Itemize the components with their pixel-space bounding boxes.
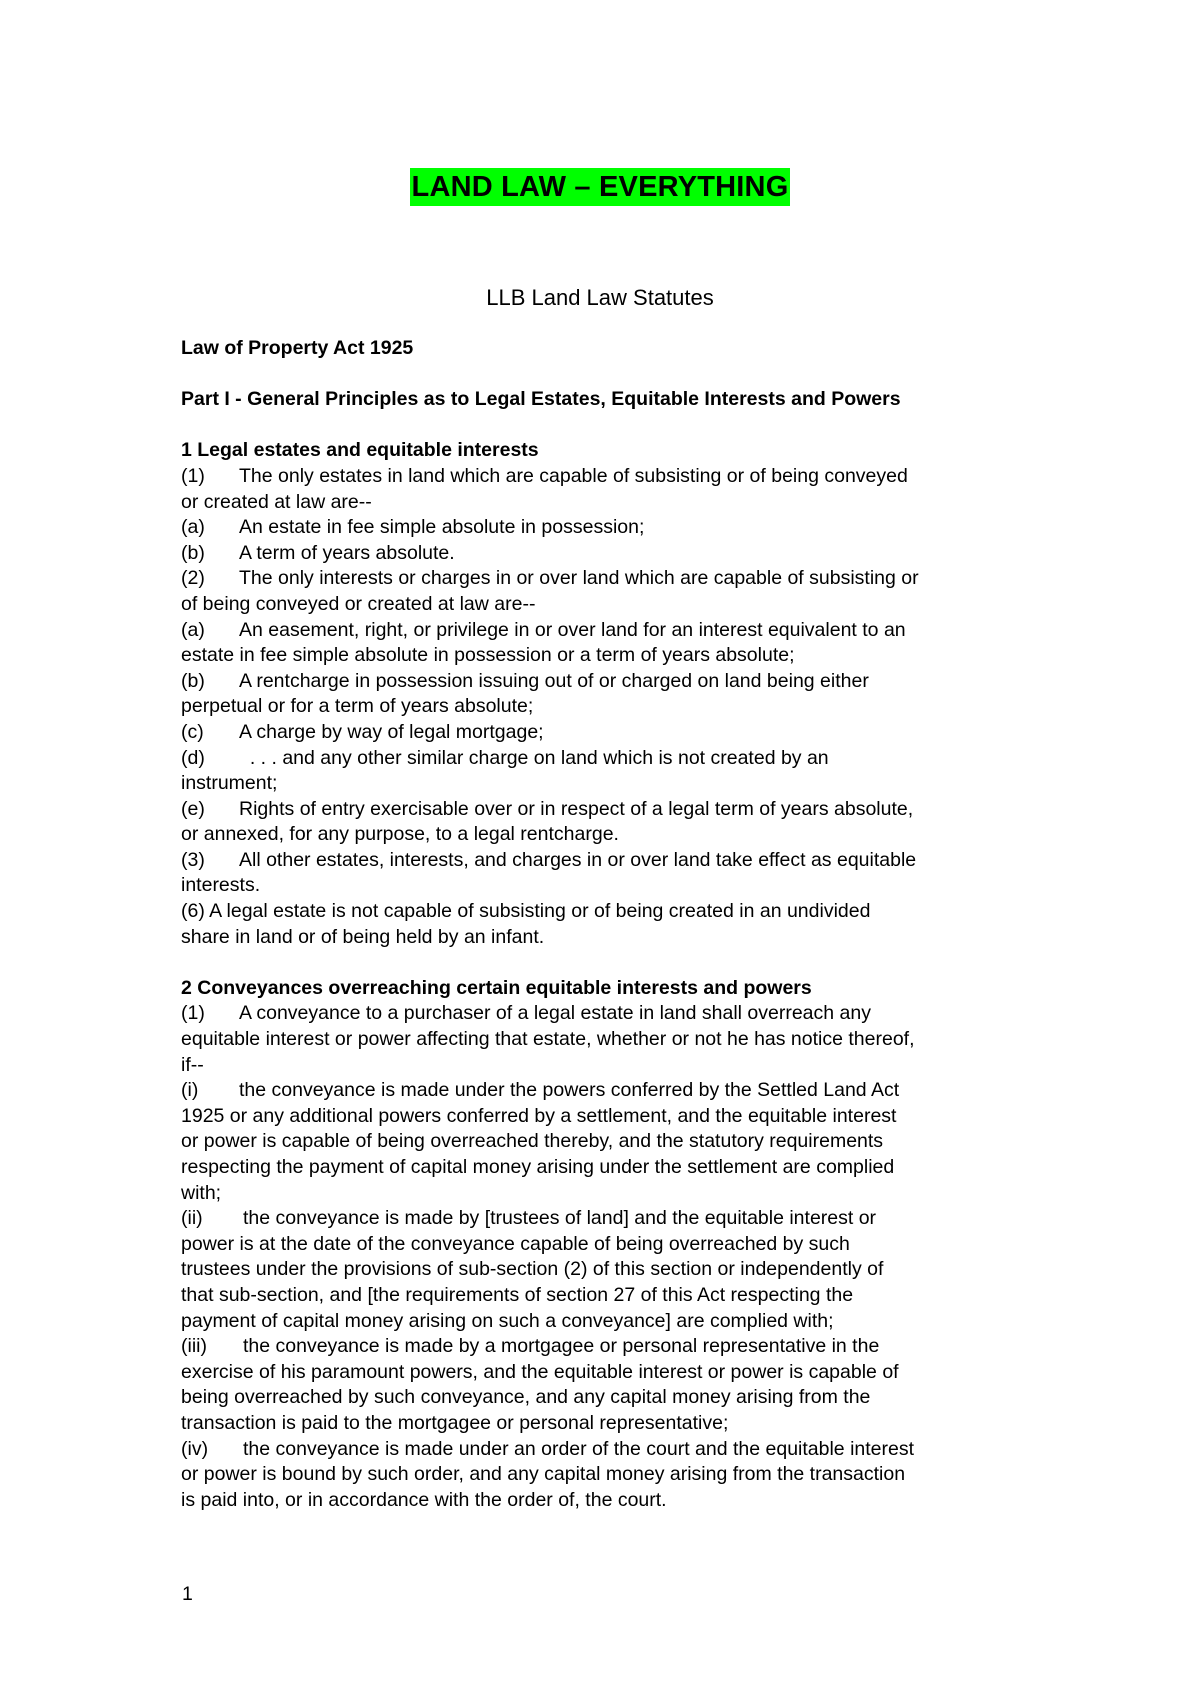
act-title: Law of Property Act 1925 — [181, 337, 414, 359]
text-line — [181, 1411, 1021, 1437]
clause-marker: (a) — [181, 618, 205, 641]
text-line — [181, 822, 1021, 848]
text-line — [181, 1078, 1021, 1104]
document-title: LAND LAW – EVERYTHING — [410, 168, 791, 206]
clause-text: power is at the date of the conveyance capable of being overreached by such — [181, 1232, 850, 1255]
clause-text: with; — [181, 1181, 222, 1204]
clause-text: perpetual or for a term of years absolute; — [181, 695, 534, 718]
text-line — [181, 1334, 1021, 1360]
text-line — [181, 1257, 1021, 1283]
text-line — [181, 797, 1021, 823]
clause-text: respecting the payment of capital money arising under the settlement are complied — [181, 1156, 895, 1178]
clause-text: the conveyance is made by [trustees of land] and the equitable interest or — [243, 1207, 877, 1230]
clause-text: Rights of entry exercisable over or in respect of a legal term of years absolute, — [239, 797, 914, 820]
text-line — [181, 1283, 1021, 1309]
clause-text: share in land or of being held by an infant. — [181, 925, 545, 948]
clause-text: interests. — [181, 874, 261, 897]
text-line — [181, 873, 1021, 899]
text-line — [181, 1360, 1021, 1386]
text-line — [181, 1437, 1021, 1463]
spacer — [181, 950, 1021, 976]
text-line — [181, 1462, 1021, 1488]
clause-text: The only interests or charges in or over land which are capable of subsisting or — [239, 567, 919, 590]
clause-text: The only estates in land which are capable of subsisting or of being conveyed — [239, 464, 908, 487]
clause-text: A rentcharge in possession issuing out of or charged on land being either — [239, 669, 869, 692]
clause-marker: (b) — [181, 669, 205, 692]
clause-marker: (e) — [181, 797, 205, 820]
text-line — [181, 1027, 1021, 1053]
text-line — [181, 618, 1021, 644]
spacer — [181, 362, 1021, 388]
clause-text: (6) A legal estate is not capable of subsisting or of being created in an undivided — [181, 900, 871, 923]
clause-marker: (d) — [181, 746, 205, 769]
clause-marker: (b) — [181, 541, 205, 564]
document-subtitle: LLB Land Law Statutes — [486, 285, 714, 310]
clause-text: estate in fee simple absolute in possession or a term of years absolute; — [181, 644, 795, 667]
text-line — [181, 464, 1021, 490]
clause-text: the conveyance is made by a mortgagee or personal representative in the — [243, 1335, 880, 1358]
clause-text: trustees under the provisions of sub-section (2) of this section or independently of — [181, 1258, 884, 1281]
clause-text: or annexed, for any purpose, to a legal rentcharge. — [181, 823, 619, 846]
section-2-body — [181, 1001, 1021, 1513]
clause-text: 1925 or any additional powers conferred by a settlement, and the equitable interest — [181, 1104, 897, 1127]
clause-marker: (2) — [181, 567, 205, 590]
section-1-body — [181, 464, 1021, 950]
clause-marker: (3) — [181, 848, 205, 871]
clause-text: if-- — [181, 1053, 204, 1076]
text-line — [181, 1309, 1021, 1335]
clause-marker: (iii) — [181, 1335, 207, 1358]
clause-marker: (1) — [181, 464, 205, 487]
text-line — [181, 1053, 1021, 1079]
clause-text: A charge by way of legal mortgage; — [239, 720, 544, 743]
clause-marker: (c) — [181, 720, 204, 743]
text-line — [181, 669, 1021, 695]
clause-marker: (iv) — [181, 1437, 209, 1460]
clause-marker: (ii) — [181, 1207, 203, 1230]
clause-text: or power is capable of being overreached thereby, and the statutory requirements — [181, 1130, 884, 1153]
title-row — [0, 168, 1200, 206]
clause-text: equitable interest or power affecting that estate, whether or not he has notice thereof, — [181, 1028, 915, 1051]
text-line — [181, 771, 1021, 797]
text-line — [181, 746, 1021, 772]
clause-marker: (a) — [181, 516, 205, 539]
text-line — [181, 1232, 1021, 1258]
section-2-heading: 2 Conveyances overreaching certain equitable interests and powers — [181, 976, 812, 999]
text-line — [181, 1181, 1021, 1207]
text-line — [181, 566, 1021, 592]
section-1-heading: 1 Legal estates and equitable interests — [181, 439, 539, 462]
text-line — [181, 1104, 1021, 1130]
clause-marker: (i) — [181, 1079, 199, 1102]
text-line — [181, 899, 1021, 925]
clause-text: transaction is paid to the mortgagee or personal representative; — [181, 1411, 729, 1434]
clause-text: the conveyance is made under an order of the court and the equitable interest — [243, 1437, 915, 1460]
clause-text: payment of capital money arising on such a conveyance] are complied with; — [181, 1309, 834, 1332]
text-line — [181, 925, 1021, 951]
text-line — [181, 1155, 1021, 1181]
clause-text: being overreached by such conveyance, and any capital money arising from the — [181, 1386, 871, 1409]
clause-text: An estate in fee simple absolute in possession; — [239, 516, 645, 539]
clause-text: A conveyance to a purchaser of a legal estate in land shall overreach any — [239, 1002, 871, 1025]
text-line — [181, 694, 1021, 720]
clause-text: or power is bound by such order, and any capital money arising from the transaction — [181, 1463, 906, 1486]
text-line — [181, 643, 1021, 669]
clause-text: A term of years absolute. — [239, 541, 455, 564]
text-line — [181, 592, 1021, 618]
clause-text: . . . and any other similar charge on land which is not created by an — [239, 746, 829, 769]
page-number: 1 — [182, 1583, 193, 1605]
part-heading: Part I - General Principles as to Legal Estates, Equitable Interests and Powers — [181, 388, 901, 411]
clause-text: the conveyance is made under the powers conferred by the Settled Land Act — [239, 1079, 900, 1102]
clause-text: that sub-section, and [the requirements of section 27 of this Act respecting the — [181, 1283, 854, 1306]
clause-text: exercise of his paramount powers, and the equitable interest or power is capable of — [181, 1360, 899, 1383]
clause-marker: (1) — [181, 1002, 205, 1025]
text-line — [181, 1129, 1021, 1155]
clause-text: All other estates, interests, and charges in or over land take effect as equitable — [239, 848, 917, 871]
text-line — [181, 1385, 1021, 1411]
text-line — [181, 490, 1021, 516]
text-line — [181, 541, 1021, 567]
document-body — [181, 336, 1021, 1513]
text-line — [181, 720, 1021, 746]
clause-text: is paid into, or in accordance with the order of, the court. — [181, 1488, 667, 1511]
clause-text: instrument; — [181, 772, 278, 795]
text-line — [181, 515, 1021, 541]
text-line — [181, 1001, 1021, 1027]
clause-text: of being conveyed or created at law are-- — [181, 592, 536, 615]
text-line — [181, 1488, 1021, 1514]
clause-text: An easement, right, or privilege in or over land for an interest equivalent to an — [239, 618, 906, 641]
clause-text: or created at law are-- — [181, 490, 372, 513]
spacer — [181, 413, 1021, 439]
text-line — [181, 848, 1021, 874]
text-line — [181, 1206, 1021, 1232]
